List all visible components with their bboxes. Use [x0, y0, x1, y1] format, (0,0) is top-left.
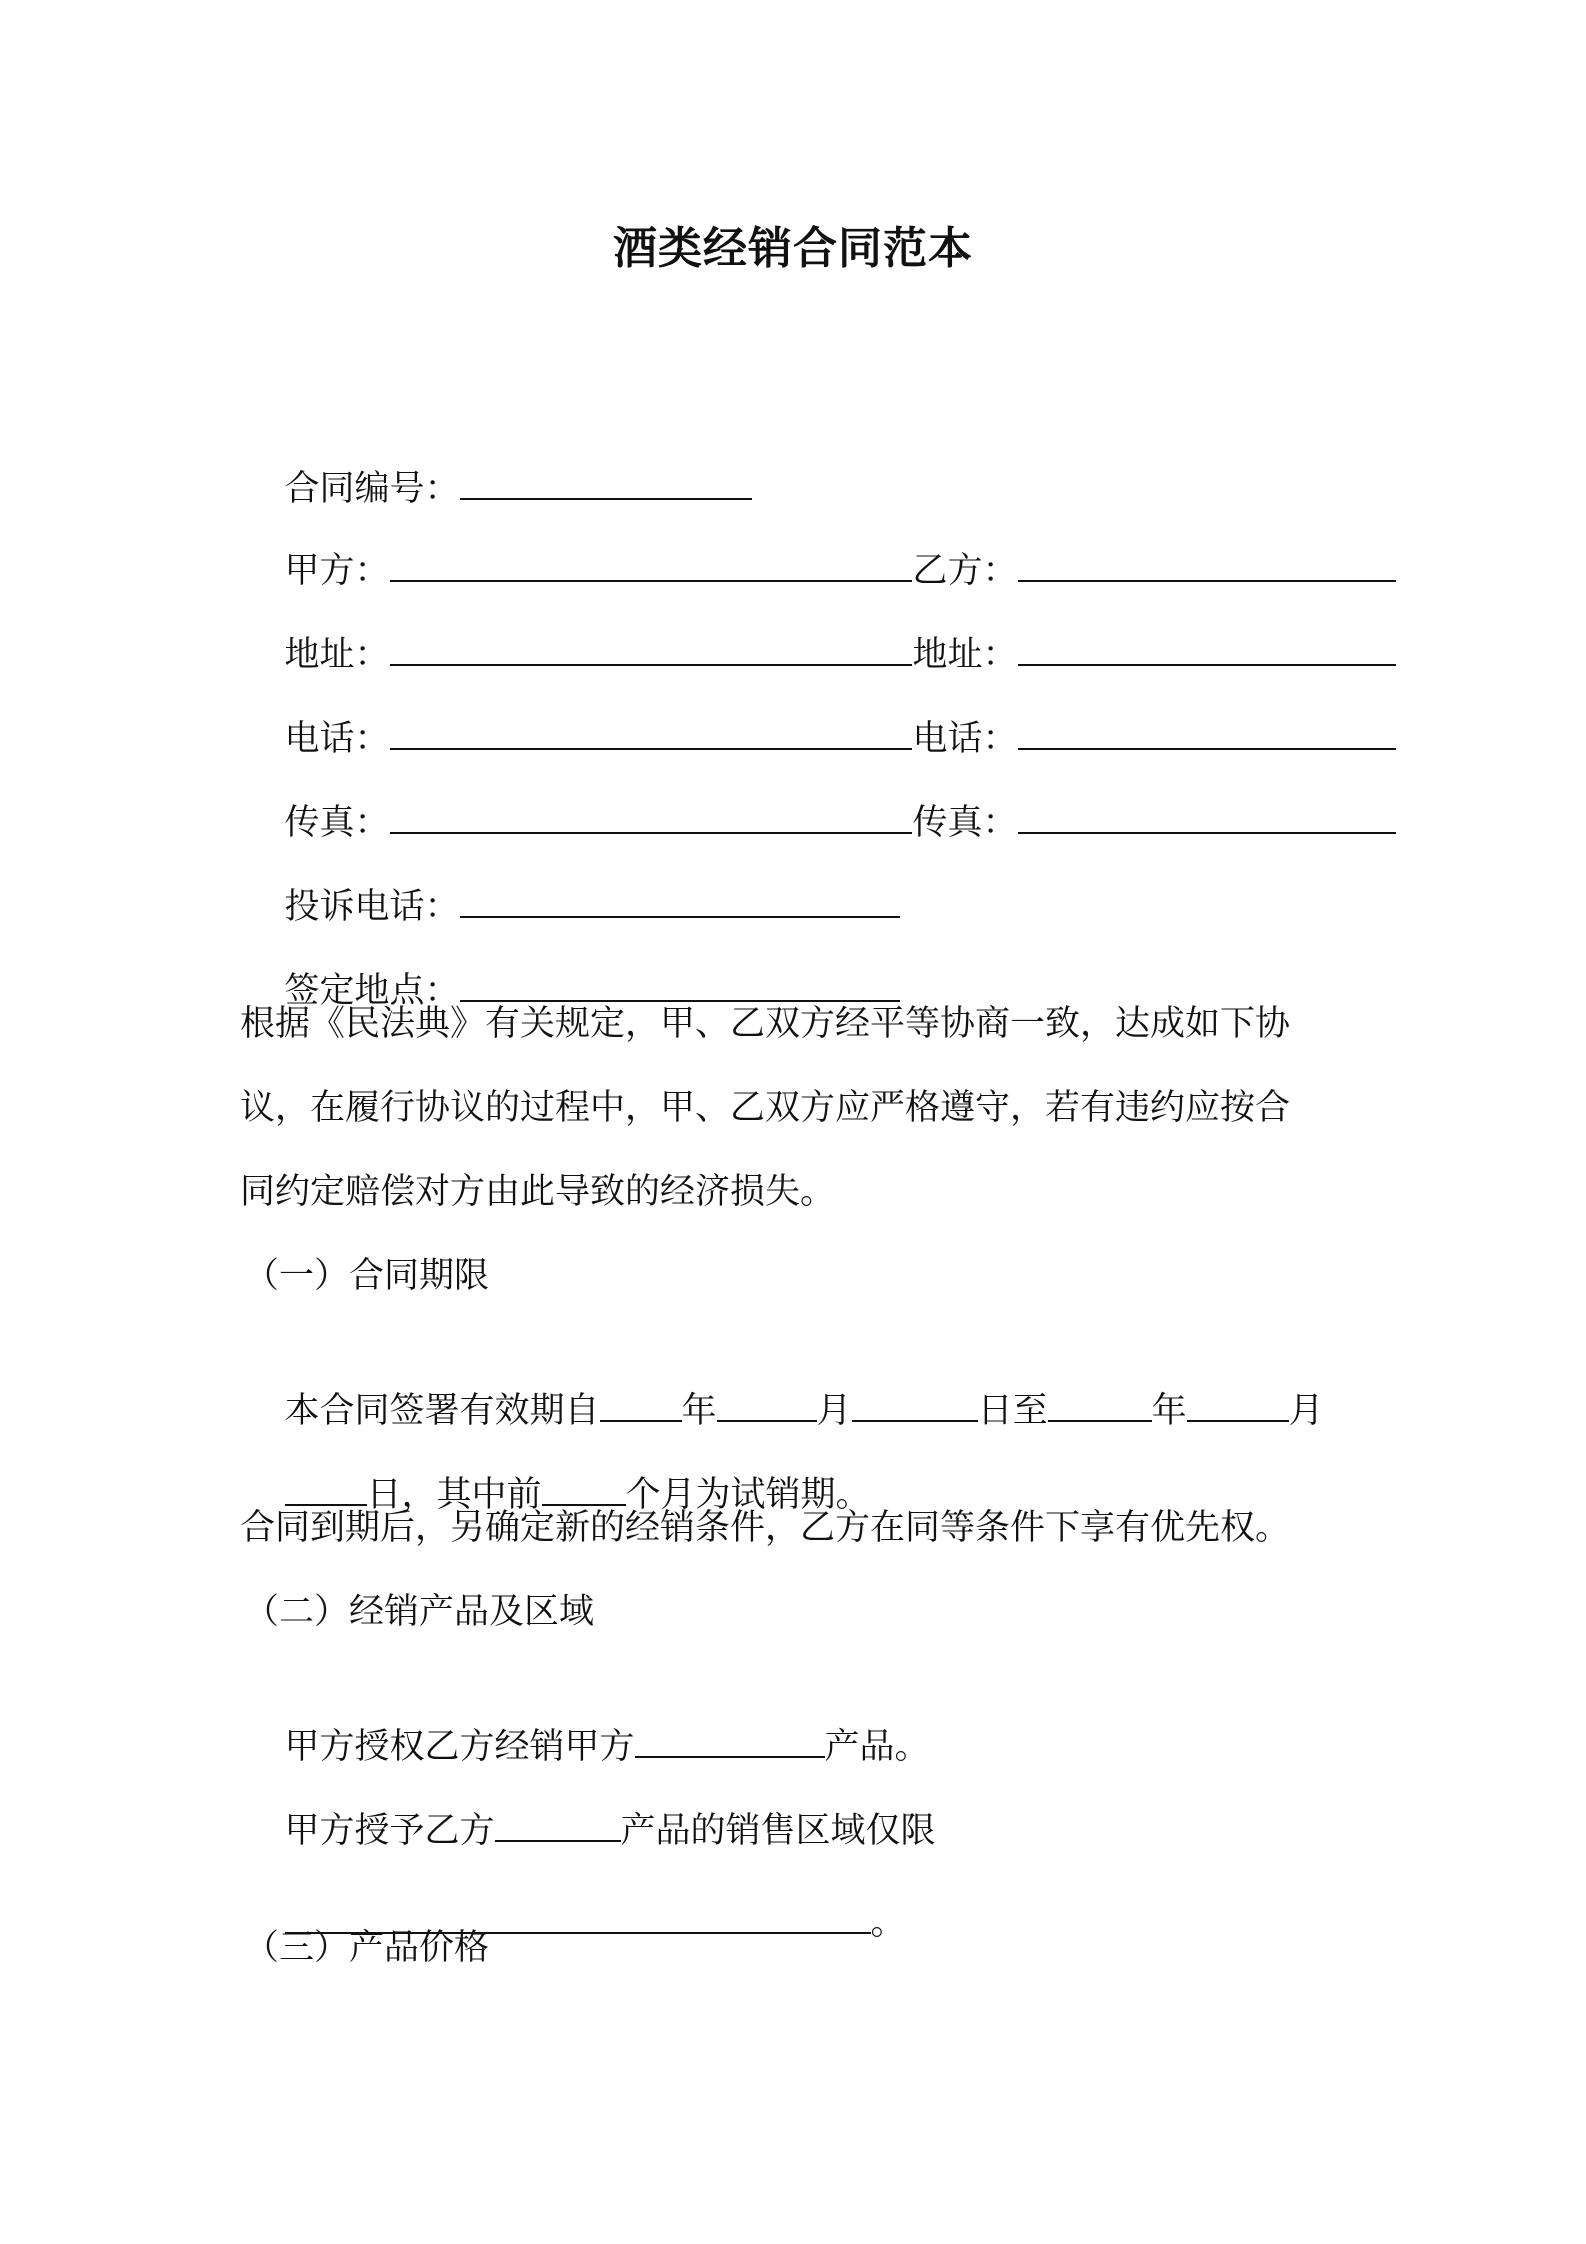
section-2-heading: （二）经销产品及区域 — [244, 1592, 595, 1632]
fax-a-blank[interactable] — [390, 796, 912, 834]
region-prefix: 甲方授予乙方 — [284, 1811, 495, 1851]
preamble-line-2: 议，在履行协议的过程中，甲、乙双方应严格遵守，若有违约应按合 — [240, 1088, 1291, 1128]
trial-label: 个月为试销期。 — [625, 1475, 871, 1515]
phone-a-label: 电话： — [284, 719, 390, 759]
renewal-line: 合同到期后，另确定新的经销条件，乙方在同等条件下享有优先权。 — [240, 1508, 1291, 1548]
start-year-label: 年 — [681, 1391, 717, 1431]
party-b-label: 乙方： — [912, 551, 1018, 591]
end-year-blank[interactable] — [1048, 1384, 1152, 1422]
end-year-label: 年 — [1151, 1391, 1187, 1431]
party-b-blank[interactable] — [1018, 544, 1396, 582]
address-b-blank[interactable] — [1018, 628, 1396, 666]
document-title: 酒类经销合同范本 — [613, 223, 973, 274]
address-a-label: 地址： — [284, 635, 390, 675]
authorize-suffix: 产品。 — [824, 1727, 930, 1767]
signing-place-blank[interactable] — [460, 964, 900, 1002]
end-month-blank[interactable] — [1187, 1384, 1289, 1422]
end-month-label: 月 — [1288, 1391, 1324, 1431]
end-day-blank[interactable] — [285, 1468, 367, 1506]
address-a-blank[interactable] — [390, 628, 912, 666]
start-year-blank[interactable] — [600, 1384, 682, 1422]
preamble-line-1: 根据《民法典》有关规定，甲、乙双方经平等协商一致，达成如下协 — [240, 1004, 1291, 1044]
start-month-blank[interactable] — [717, 1384, 817, 1422]
phone-b-label: 电话： — [912, 719, 1018, 759]
preamble-line-3: 同约定赔偿对方由此导致的经济损失。 — [240, 1172, 836, 1212]
address-b-label: 地址： — [912, 635, 1018, 675]
fax-b-blank[interactable] — [1018, 796, 1396, 834]
phone-b-blank[interactable] — [1018, 712, 1396, 750]
term-prefix: 本合同签署有效期自 — [284, 1391, 600, 1431]
contract-number-blank[interactable] — [460, 462, 752, 500]
contract-number-label: 合同编号： — [284, 469, 460, 509]
region-area-line — [240, 1848, 906, 1995]
complaint-phone-label: 投诉电话： — [284, 887, 460, 927]
authorized-product-blank[interactable] — [635, 1720, 825, 1758]
start-day-blank[interactable] — [852, 1384, 978, 1422]
day-to-label: 日至 — [977, 1391, 1048, 1431]
phone-a-blank[interactable] — [390, 712, 912, 750]
fax-b-label: 传真： — [912, 803, 1018, 843]
trial-months-blank[interactable] — [542, 1468, 626, 1506]
fax-a-label: 传真： — [284, 803, 390, 843]
signing-place-label: 签定地点： — [284, 971, 460, 1011]
region-period: 。 — [870, 1903, 906, 1943]
complaint-phone-blank[interactable] — [460, 880, 900, 918]
authorize-prefix: 甲方授权乙方经销甲方 — [284, 1727, 635, 1767]
section-3-heading: （三）产品价格 — [244, 1928, 490, 1968]
region-product-blank[interactable] — [495, 1804, 621, 1842]
region-suffix: 产品的销售区域仅限 — [620, 1811, 936, 1851]
section-1-heading: （一）合同期限 — [244, 1256, 490, 1296]
party-a-label: 甲方： — [284, 551, 390, 591]
end-day-label: 日，其中前 — [366, 1475, 542, 1515]
start-month-label: 月 — [816, 1391, 852, 1431]
fax-b-line — [868, 748, 1396, 895]
party-a-blank[interactable] — [390, 544, 912, 582]
